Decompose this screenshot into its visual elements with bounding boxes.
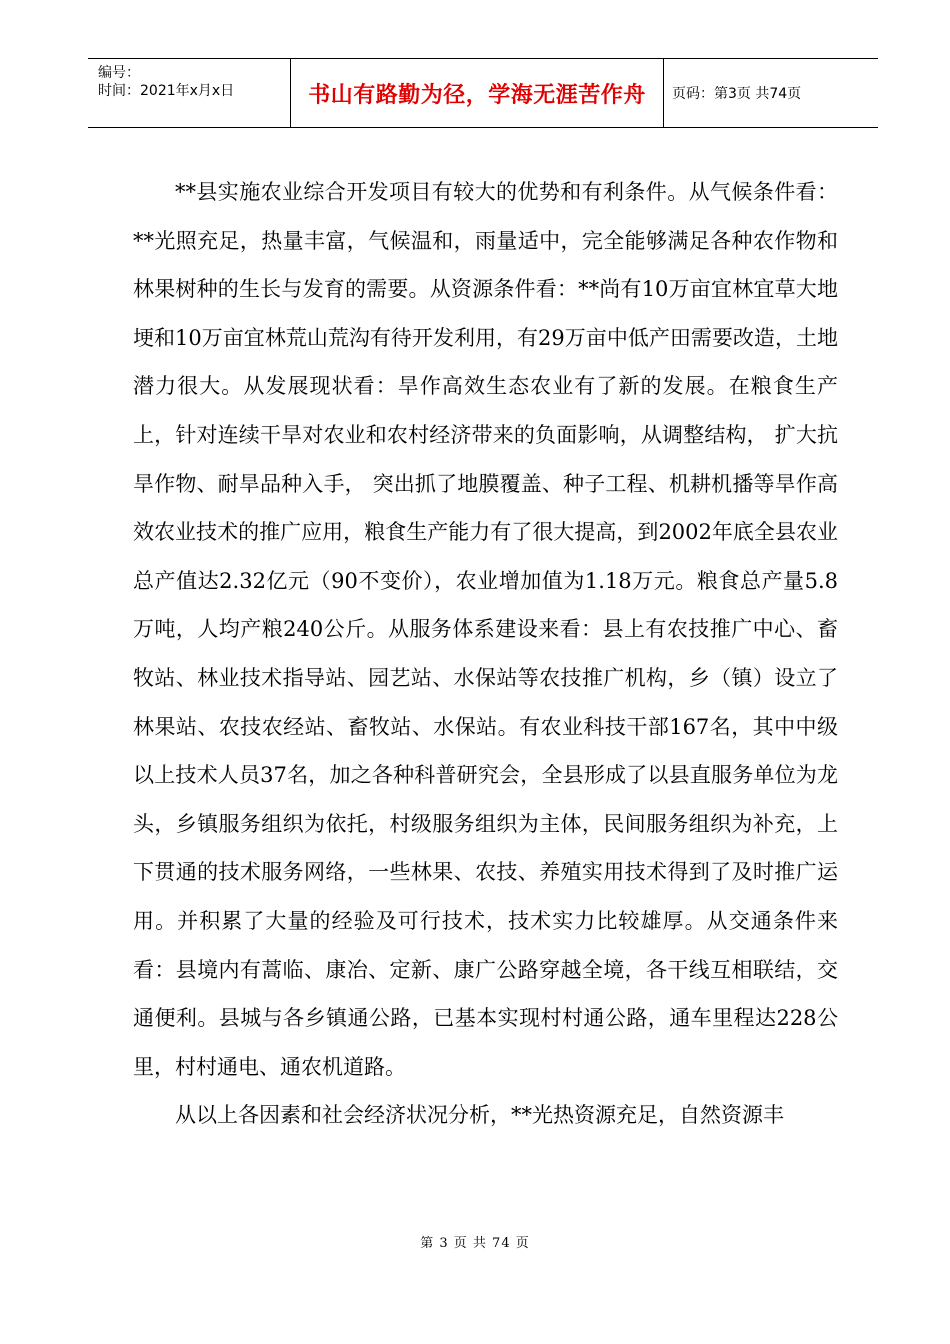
date-label: 时间：2021年x月x日: [98, 83, 235, 99]
body-paragraph: 从以上各因素和社会经济状况分析，**光热资源充足，自然资源丰: [175, 1103, 784, 1128]
header-meta: [88, 59, 291, 127]
page-footer: 第 3 页 共 74 页: [420, 1236, 530, 1251]
header-motto: 书山有路勤为径，学海无涯苦作舟: [291, 59, 664, 127]
header-page-info: 页码：第3页 共74页: [672, 86, 802, 102]
page-header: [88, 58, 878, 128]
document-body: [133, 168, 838, 1140]
serial-number-label: 编号：: [98, 65, 140, 81]
body-paragraph: **县实施农业综合开发项目有较大的优势和有利条件。从气候条件看：**光照充足，热量丰富，气候温和，雨量适中，完全能够满足各种农作物和林果树种的生长与发育的需要。从资源条件看：**尚有10万亩宜林宜草大地埂和10万亩宜林荒山荒沟有待开发利用，有29万亩中低产田需要改造，土地潜力很大。从发展现状看：旱作高效生态农业有了新的发展。在粮食生产上，针对连续干旱对农业和农村经济带来的负面影响，从调整结构， 扩大抗旱作物、耐旱品种入手， 突出抓了地膜覆盖、种子工程、机耕机播等旱作高效农业技术的推广应用，粮食生产能力有了很大提高，到2002年底全县农业总产值达2.32亿元（90不变价），农业增加值为1.18万元。粮食总产量5.8万吨，人均产粮240公斤。从服务体系建设来看：县上有农技推广中心、畜牧站、林业技术指导站、园艺站、水保站等农技推广机构，乡（镇）设立了林果站、农技农经站、畜牧站、水保站。有农业科技干部167名，其中中级以上技术人员37名，加之各种科普研究会，全县形成了以县直服务单位为龙头，乡镇服务组织为依托，村级服务组织为主体，民间服务组织为补充，上下贯通的技术服务网络，一些林果、农技、养殖实用技术得到了及时推广运用。并积累了大量的经验及可行技术，技术实力比较雄厚。从交通条件来看：县境内有蒿临、康冶、定新、康广公路穿越全境，各干线互相联结，交通便利。县城与各乡镇通公路，已基本实现村村通公路，通车里程达228公里，村村通电、通农机道路。: [133, 180, 838, 1079]
